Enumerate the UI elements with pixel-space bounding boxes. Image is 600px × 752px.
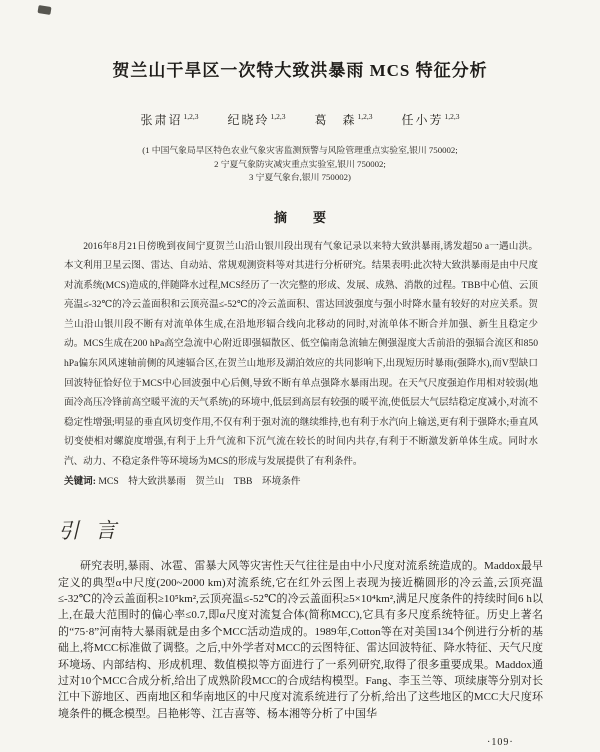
author [140,111,198,128]
introduction-text: 研究表明,暴雨、冰雹、雷暴大风等灾害性天气往往是由中小尺度对流系统造成的。Maddox最早定义的典型α中尺度(200~2000 km)对流系统,它在红外云图上表现为接近椭圆形的冷云盖,云顶亮温≤-32℃的冷云盖面积≥10⁵km²,云顶亮温≤-52℃的冷云盖面积≥5×10⁴km²,满足尺度条件的持续时间6 h以上,在最大范围时的偏心率≤0.7,即α尺度对流复合体(简称MCC),它具有多尺度系统特征。历史上著名的“75·8”河南特大暴雨就是由多个MCC活动造成的。1989年,Cotton等在对美国134个例进行分析的基础上,将MCC标准做了调整。之后,中外学者对MCC的云图特征、雷达回波特征、降水特征、天气尺度环境场、内部结构、形成机理、数值模拟等方面进行了一系列研究,取得了很多重要成果。Maddox通过对10个MCC合成分析,给出了成熟阶段MCC的合成结构模型。Fang、李玉兰等、项续康等分别对长江中下游地区、西南地区和华南地区的中尺度对流系统进行了分析,给出了这些地区的MCC大尺度环境条件的概念模型。吕艳彬等、江吉喜等、杨本湘等分析了中国华 [58,560,543,720]
keywords-label: 关键词: [64,475,96,487]
author [315,111,373,128]
author-list [0,111,600,128]
author [227,111,285,128]
author-affiliation-superscript: 1,2,3 [444,112,460,121]
affiliation-line: 2 宁夏气象防灾减灾重点实验室,银川 750002; [214,158,386,169]
keywords-line [64,472,538,492]
author-name: 葛 森 [314,113,357,127]
abstract-heading: 摘 要 [273,209,326,225]
section-heading-introduction: 引言 [57,518,133,544]
author-name: 纪晓玲 [227,113,270,127]
keywords-text: MCS 特大致洪暴雨 贺兰山 TBB 环境条件 [98,475,301,487]
affiliation-list [0,144,600,185]
author [402,111,460,128]
author-name: 任小芳 [401,113,444,127]
affiliation-line: 3 宁夏气象台,银川 750002) [249,172,351,182]
author-affiliation-superscript: 1,2,3 [357,112,373,121]
page-number: ·109· [487,737,514,748]
author-name: 张肃诏 [140,113,183,127]
affiliation-line: (1 中国气象局旱区特色农业气象灾害监测预警与风险管理重点实验室,银川 750002; [142,145,458,155]
paper-title: 贺兰山干旱区一次特大致洪暴雨 MCS 特征分析 [112,61,488,80]
author-affiliation-superscript: 1,2,3 [270,112,286,121]
author-affiliation-superscript: 1,2,3 [183,112,199,121]
abstract-text: 2016年8月21日傍晚到夜间宁夏贺兰山沿山银川段出现有气象记录以来特大致洪暴雨,诱发超50 a一遇山洪。本文利用卫星云图、雷达、自动站、常规观测资料等对其进行分析研究。结果表明:此次特大致洪暴雨是由中尺度对流系统(MCS)造成的,伴随降水过程,MCS经历了一次完整的形成、发展、成熟、消散的过程。TBB中心值、云顶亮温≤-32℃的冷云盖面积和云顶亮温≤-52℃的冷云盖面积、雷达回波强度与强小时降水量有较好的对应关系。贺兰山沿山银川段不断有对流单体生成,在沿地形辐合线向北移动的同时,对流单体不断合并加强、新生且稳定少动。MCS生成在200 hPa高空急流中心附近即强辐散区、低空偏南急流轴左侧强湿度大舌前沿的强辐合流区和850 hPa偏东风风速轴前侧的风速辐合区,在贺兰山地形及湖泊效应的共同影响下,出现短历时暴雨(强降水),而V型缺口回波特征恰好位于MCS中心回波强中心后侧,导致不断有单点强降水暴雨出现。在天气尺度强迫作用相对较弱(地面冷高压冷锋前高空暖平流的天气系统)的环境中,低层到高层有较强的暖平流,使低层大气层结稳定度减小,对流不稳定性增强;明显的垂直风切变作用,不仅有利于强对流的继续维持,也有利于水汽向上输送,更有利于强降水;垂直风切变使相对螺旋度增强,有利于上升气流和下沉气流在较长的时间内共存,有利于不断激发新单体生成。同时水汽、动力、不稳定条件等环境场为MCS的形成与发展提供了有利条件。 [64,240,538,468]
